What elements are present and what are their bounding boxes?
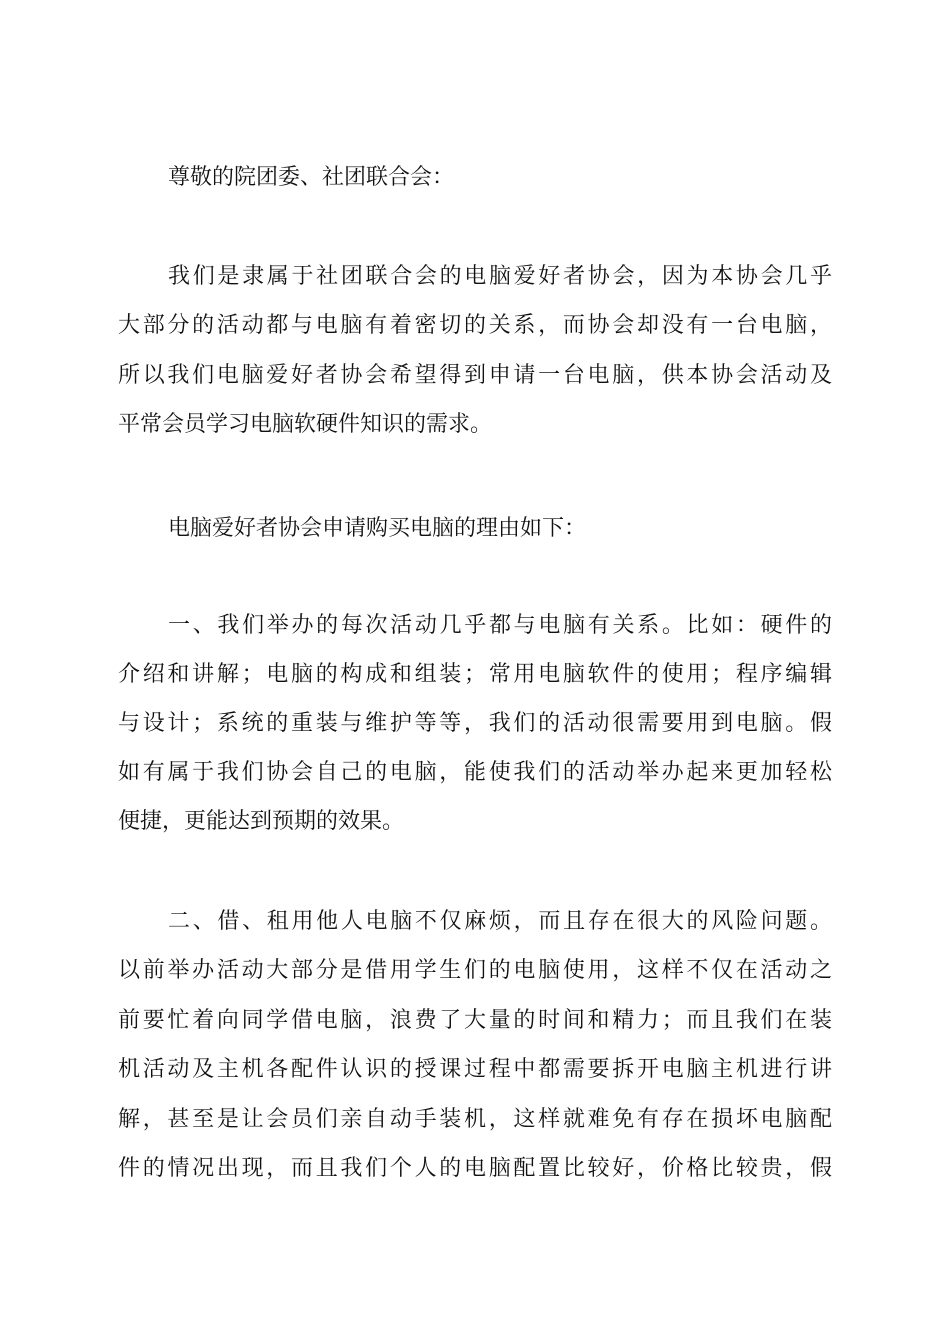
paragraph-2-line-2: 介绍和讲解；电脑的构成和组装；常用电脑软件的使用；程序编辑 — [118, 662, 832, 687]
paragraph-1-line-1: 我们是隶属于社团联合会的电脑爱好者协会，因为本协会几乎 — [168, 264, 832, 289]
paragraph-1-line-3: 所以我们电脑爱好者协会希望得到申请一台电脑，供本协会活动及 — [118, 363, 832, 388]
paragraph-3-line-2: 以前举办活动大部分是借用学生们的电脑使用，这样不仅在活动之 — [118, 958, 832, 983]
paragraph-2-line-4: 如有属于我们协会自己的电脑，能使我们的活动举办起来更加轻松 — [118, 760, 832, 785]
paragraph-3-line-3: 前要忙着向同学借电脑，浪费了大量的时间和精力；而且我们在装 — [118, 1008, 832, 1033]
salutation: 尊敬的院团委、社团联合会： — [168, 165, 455, 190]
paragraph-3-line-6: 件的情况出现，而且我们个人的电脑配置比较好，价格比较贵，假 — [118, 1156, 832, 1181]
paragraph-1-line-2: 大部分的活动都与电脑有着密切的关系，而协会却没有一台电脑， — [118, 313, 832, 338]
paragraph-3-line-4: 机活动及主机各配件认识的授课过程中都需要拆开电脑主机进行讲 — [118, 1057, 832, 1082]
paragraph-3-line-5: 解，甚至是让会员们亲自动手装机，这样就难免有存在损坏电脑配 — [118, 1107, 832, 1132]
paragraph-2-line-3: 与设计；系统的重装与维护等等，我们的活动很需要用到电脑。假 — [118, 711, 832, 736]
paragraph-1-line-4: 平常会员学习电脑软硬件知识的需求。 — [118, 412, 493, 437]
paragraph-3-line-1: 二、借、租用他人电脑不仅麻烦，而且存在很大的风险问题。 — [168, 909, 832, 934]
paragraph-2-line-5: 便捷，更能达到预期的效果。 — [118, 809, 405, 834]
paragraph-2-line-1: 一、我们举办的每次活动几乎都与电脑有关系。比如：硬件的 — [168, 613, 832, 638]
reasons-intro: 电脑爱好者协会申请购买电脑的理由如下： — [168, 516, 587, 541]
